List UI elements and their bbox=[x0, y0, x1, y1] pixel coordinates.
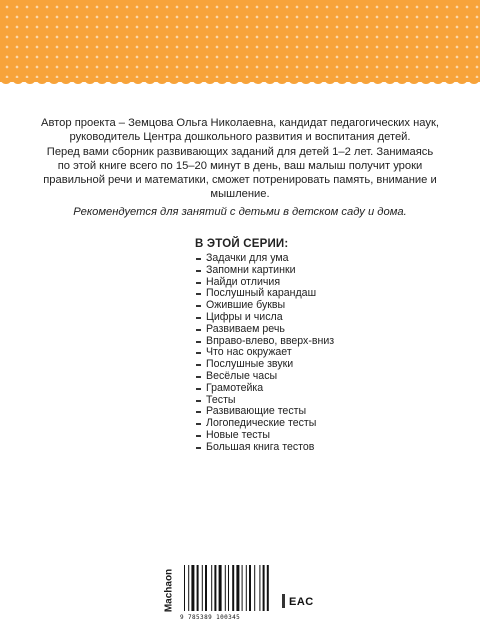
author-paragraph: Автор проекта – Земцова Ольга Николаевна, кандидат педагогических наук, руководитель Центра дошкольного развития и воспитания детей. bbox=[41, 117, 439, 143]
series-item: Логопедические тесты bbox=[193, 418, 334, 430]
series-title: В ЭТОЙ СЕРИИ: bbox=[195, 238, 289, 250]
barcode-number: 9 785389 100345 bbox=[180, 614, 241, 621]
series-item: Послушные звуки bbox=[193, 359, 334, 371]
series-item: Новые тесты bbox=[193, 430, 334, 442]
orange-dotted-banner bbox=[0, 0, 480, 82]
series-item: Большая книга тестов bbox=[193, 442, 334, 454]
series-item: Послушный карандаш bbox=[193, 288, 334, 300]
series-item: Развиваем речь bbox=[193, 324, 334, 336]
series-item: Цифры и числа bbox=[193, 312, 334, 324]
recommendation-paragraph: Рекомендуется для занятий с детьми в детском саду и дома. bbox=[73, 206, 407, 218]
eac-certification-mark: EAC bbox=[289, 596, 314, 608]
series-item: Вправо-влево, вверх-вниз bbox=[193, 336, 334, 348]
description-paragraph: Перед вами сборник развивающих заданий для детей 1–2 лет. Занимаясь по этой книге всего по 15–20 минут в день, ваш малыш получит уроки правильной речи и математики, сможет потренировать память, внимание и мышление. bbox=[43, 146, 437, 200]
series-item: Тесты bbox=[193, 395, 334, 407]
age-mark-icon bbox=[282, 594, 285, 608]
series-item: Запомни картинки bbox=[193, 265, 334, 277]
series-item: Задачки для ума bbox=[193, 253, 334, 265]
publisher-logo-text: Machaon bbox=[163, 568, 175, 613]
series-item: Ожившие буквы bbox=[193, 300, 334, 312]
series-item: Найди отличия bbox=[193, 277, 334, 289]
series-item: Грамотейка bbox=[193, 383, 334, 395]
series-item: Весёлые часы bbox=[193, 371, 334, 383]
series-list bbox=[193, 253, 334, 454]
series-item: Что нас окружает bbox=[193, 347, 334, 359]
barcode-icon bbox=[180, 563, 272, 621]
series-item: Развивающие тесты bbox=[193, 406, 334, 418]
scalloped-border bbox=[0, 78, 480, 92]
